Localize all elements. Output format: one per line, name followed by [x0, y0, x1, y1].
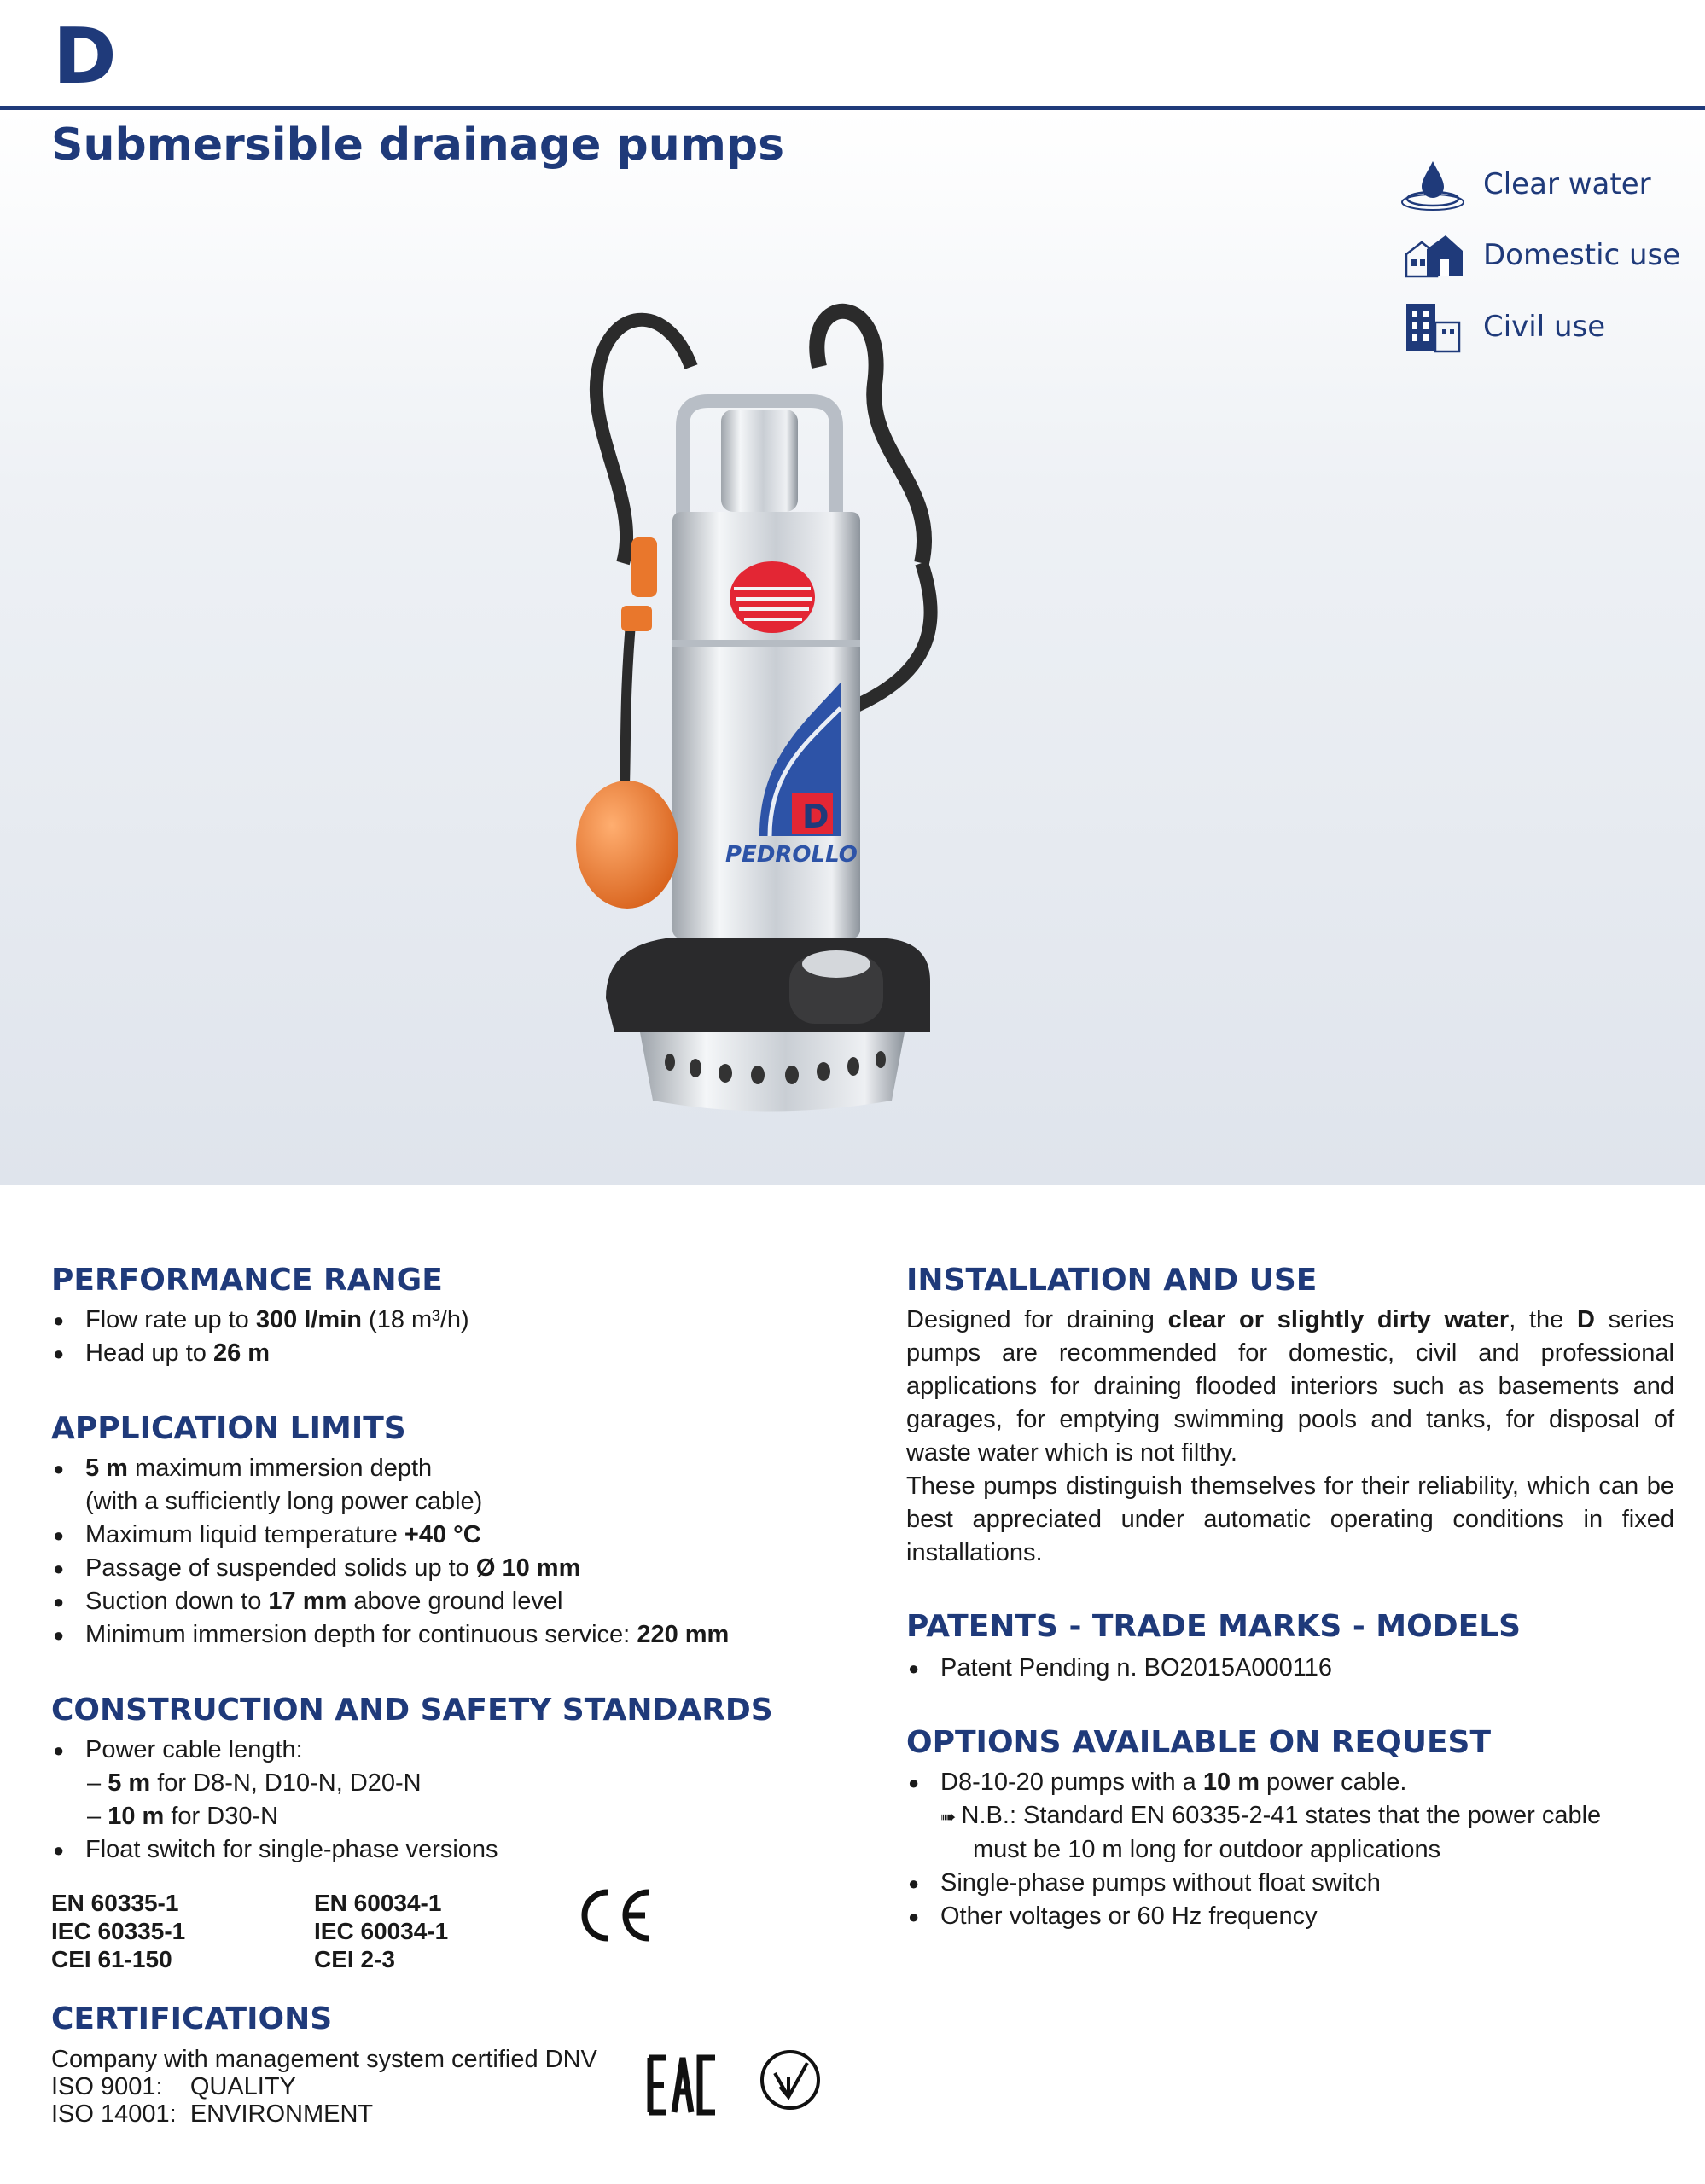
list-item: ● Maximum liquid temperature +40 °C [51, 1519, 870, 1552]
list-item: ● Suction down to 17 mm above ground level [51, 1585, 870, 1618]
ce-mark-icon [573, 1885, 654, 1945]
certifications-text: Company with management system certified DNV ISO 9001: QUALITY ISO 14001: ENVIRONMENT [51, 2046, 597, 2128]
standards-col-1: EN 60335-1 IEC 60335-1 CEI 61-150 [51, 1890, 186, 1972]
installation-heading: INSTALLATION AND USE [906, 1263, 1318, 1298]
list-item-continuation: (with a sufficiently long power cable) [85, 1488, 483, 1515]
list-note-continuation: must be 10 m long for outdoor applications [973, 1836, 1441, 1863]
pump-badge: D [802, 798, 829, 835]
use-clear-water [1401, 158, 1651, 211]
arrow-right-icon: ➠ [940, 1806, 962, 1827]
use-label: Domestic use [1483, 238, 1681, 272]
performance-list [51, 1304, 819, 1370]
list-item: ● Power cable length: [51, 1734, 819, 1767]
pump-brand: PEDROLLO [725, 842, 858, 868]
patents-heading: PATENTS - TRADE MARKS - MODELS [906, 1609, 1522, 1644]
list-item: ● Patent Pending n. BO2015A000116 [906, 1652, 1674, 1685]
list-item: ● 5 m maximum immersion depth [51, 1452, 870, 1485]
options-heading: OPTIONS AVAILABLE ON REQUEST [906, 1725, 1492, 1760]
building-icon [1401, 300, 1464, 353]
brand-logo-icon [730, 561, 815, 633]
installation-paragraph-2: These pumps distinguish themselves for their reliability, which can be best appreciated under automatic operating conditions in fixed installations. [906, 1472, 1674, 1566]
installation-paragraph-1: Designed for draining clear or slightly dirty water, the D series pumps are recommended for domestic, civil and professional applications for draining flooded interiors such as basements and garages, for emptying swimming pools and tanks, for disposal of waste water which is not filthy. [906, 1306, 1674, 1467]
list-note: ➠ N.B.: Standard EN 60335-2-41 states that the power cable [940, 1802, 1602, 1829]
list-item: ● Other voltages or 60 Hz frequency [906, 1900, 1691, 1933]
limits-list [51, 1452, 870, 1652]
house-icon [1401, 229, 1464, 282]
list-item: ● Passage of suspended solids up to Ø 10 mm [51, 1552, 870, 1585]
use-civil [1401, 300, 1605, 353]
list-item: ● D8-10-20 pumps with a 10 m power cable. [906, 1766, 1691, 1799]
page-title: Submersible drainage pumps [51, 119, 785, 171]
list-item: ● Head up to 26 m [51, 1337, 819, 1370]
limits-heading: APPLICATION LIMITS [51, 1411, 406, 1446]
pump-illustration [546, 282, 990, 1135]
use-domestic [1401, 229, 1680, 282]
water-drop-icon [1401, 158, 1464, 211]
construction-list [51, 1734, 819, 1867]
eac-mark-icon [645, 2054, 719, 2116]
list-subitem: – 5 m for D8-N, D10-N, D20-N [87, 1769, 422, 1797]
construction-heading: CONSTRUCTION AND SAFETY STANDARDS [51, 1693, 773, 1728]
list-item: ● Float switch for single-phase versions [51, 1833, 819, 1867]
use-label: Civil use [1483, 310, 1606, 344]
list-item: ● Single-phase pumps without float switch [906, 1867, 1691, 1900]
use-label: Clear water [1483, 167, 1651, 201]
list-subitem: – 10 m for D30-N [87, 1803, 279, 1830]
list-item: ● Flow rate up to 300 l/min (18 m³/h) [51, 1304, 819, 1337]
options-list [906, 1766, 1691, 1933]
performance-heading: PERFORMANCE RANGE [51, 1263, 443, 1298]
certification-seal-icon [758, 2048, 823, 2112]
certifications-heading: CERTIFICATIONS [51, 2001, 333, 2036]
standards-col-2: EN 60034-1 IEC 60034-1 CEI 2-3 [314, 1890, 449, 1972]
patents-list [906, 1652, 1674, 1685]
series-letter: D [53, 12, 117, 102]
list-item: ● Minimum immersion depth for continuous service: 220 mm [51, 1618, 870, 1652]
